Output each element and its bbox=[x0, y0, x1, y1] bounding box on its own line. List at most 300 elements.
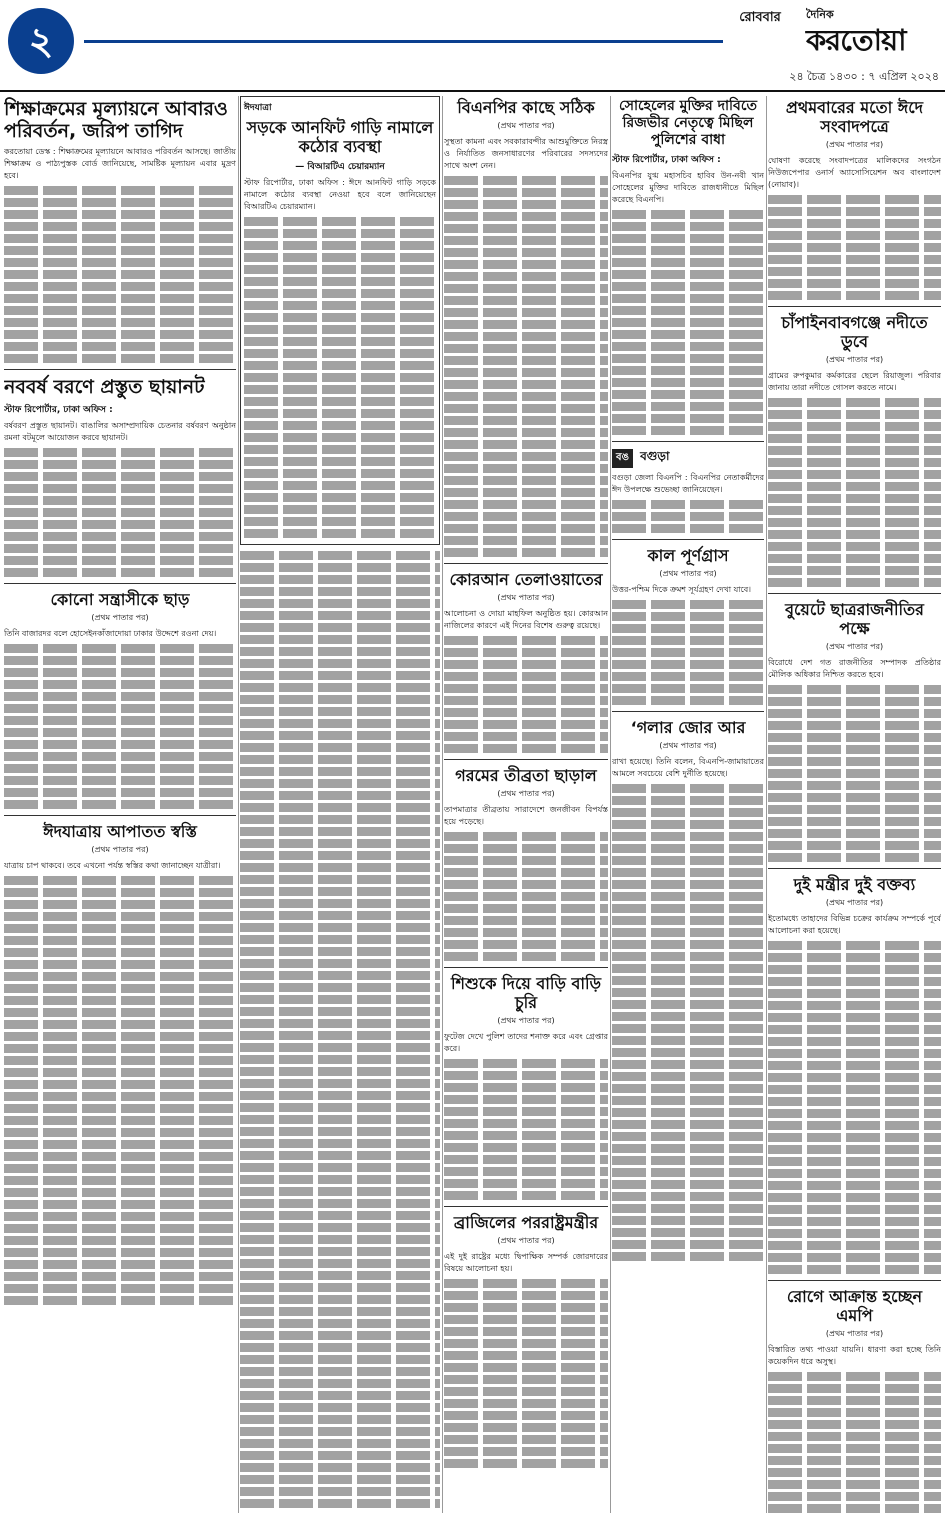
headline: গরমের তীব্রতা ছাড়াল bbox=[455, 766, 597, 785]
text-line bbox=[240, 1067, 440, 1076]
section-label: বগুড়া bbox=[640, 449, 670, 463]
text-line bbox=[4, 716, 236, 725]
text-line bbox=[612, 784, 764, 793]
text-line bbox=[612, 222, 764, 231]
text-line bbox=[244, 361, 436, 370]
text-line bbox=[768, 1396, 941, 1405]
text-line bbox=[768, 989, 941, 998]
text-line bbox=[444, 916, 608, 925]
text-line bbox=[240, 851, 440, 860]
text-line bbox=[768, 1109, 941, 1118]
column-divider bbox=[442, 96, 443, 1513]
text-line bbox=[4, 680, 236, 689]
text-line bbox=[244, 493, 436, 502]
text-line bbox=[4, 1092, 236, 1101]
text-line bbox=[612, 402, 764, 411]
text-line bbox=[244, 457, 436, 466]
headline: ঈদযাত্রায় আপাতত স্বস্তি bbox=[43, 822, 197, 841]
text-line bbox=[240, 1475, 440, 1484]
text-line bbox=[444, 720, 608, 729]
text-line bbox=[4, 1176, 236, 1185]
text-line bbox=[768, 685, 941, 694]
story-lead: গ্রামের রুপকুমার কর্মকারের ছেলে রিয়াজুল। পরিবার জানায় তারা নদীতে গোসল করতে নামে। bbox=[768, 371, 941, 392]
text-line bbox=[240, 1019, 440, 1028]
text-line bbox=[240, 1391, 440, 1400]
text-line bbox=[444, 1327, 608, 1336]
text-line bbox=[240, 719, 440, 728]
text-line bbox=[240, 1127, 440, 1136]
story-lead: বগুড়া জেলা বিএনপি : বিএনপির নেতাকর্মীদের ঈদ উপলক্ষে শুভেচ্ছা জানিয়েছেন। bbox=[612, 473, 764, 494]
text-line bbox=[768, 231, 941, 240]
text-line bbox=[444, 1095, 608, 1104]
text-line bbox=[612, 624, 764, 633]
text-line bbox=[612, 916, 764, 925]
text-line bbox=[444, 500, 608, 509]
text-line bbox=[444, 476, 608, 485]
story-lead: বিএনপির যুগ্ম মহাসচিব হাবিব উন-নবী খান সোহেলের মুক্তির দাবিতে রাজধানীতে মিছিল করেছে বিএনপি। bbox=[612, 171, 764, 204]
text-line bbox=[768, 530, 941, 539]
text-line bbox=[444, 856, 608, 865]
story-no-terrorist bbox=[4, 590, 236, 809]
text-line bbox=[4, 900, 236, 909]
text-line bbox=[4, 448, 236, 457]
story-eid-journey-relief bbox=[4, 822, 236, 1305]
text-line bbox=[4, 1260, 236, 1269]
text-line bbox=[444, 696, 608, 705]
text-line bbox=[240, 1403, 440, 1412]
text-line bbox=[444, 1119, 608, 1128]
text-line bbox=[244, 517, 436, 526]
text-line bbox=[768, 709, 941, 718]
text-line bbox=[244, 277, 436, 286]
text-line bbox=[612, 820, 764, 829]
text-line bbox=[612, 294, 764, 303]
text-line bbox=[244, 529, 436, 538]
text-line bbox=[444, 392, 608, 401]
text-line bbox=[768, 817, 941, 826]
headline: সড়কে আনফিট গাড়ি নামালে কঠোর ব্যবস্থা bbox=[246, 118, 434, 156]
text-line bbox=[4, 984, 236, 993]
continued-label: (প্রথম পাতার পর) bbox=[659, 569, 717, 578]
text-line bbox=[444, 200, 608, 209]
headline: বুয়েটে ছাত্ররাজনীতির পক্ষে bbox=[785, 600, 924, 638]
text-line bbox=[768, 1420, 941, 1429]
text-line bbox=[768, 255, 941, 264]
text-line bbox=[768, 1025, 941, 1034]
text-line bbox=[4, 306, 236, 315]
text-line bbox=[444, 464, 608, 473]
text-line bbox=[612, 832, 764, 841]
headline: প্রথমবারের মতো ঈদে সংবাদপত্রে bbox=[785, 98, 924, 136]
story-lead: তিনি বাজারদর বলে হোসেইনকাঁজাদোয়া ঢাকার উদ্দেশে রওনা দেয়। bbox=[4, 629, 217, 638]
text-line bbox=[612, 318, 764, 327]
text-line bbox=[444, 1315, 608, 1324]
text-line bbox=[612, 648, 764, 657]
text-line bbox=[4, 924, 236, 933]
text-line bbox=[612, 414, 764, 423]
text-line bbox=[4, 1236, 236, 1245]
text-line bbox=[612, 258, 764, 267]
continued-label: (প্রথম পাতার পর) bbox=[91, 845, 149, 854]
text-line bbox=[240, 1379, 440, 1388]
text-line bbox=[244, 325, 436, 334]
text-line bbox=[240, 1187, 440, 1196]
text-line bbox=[444, 308, 608, 317]
text-line bbox=[240, 1415, 440, 1424]
text-line bbox=[444, 188, 608, 197]
text-line bbox=[612, 928, 764, 937]
text-line bbox=[444, 1167, 608, 1176]
story-lead: ফুটেজ দেখে পুলিশ তাদের শনাক্ত করে এবং গ্রেপ্তার করে। bbox=[444, 1032, 608, 1053]
text-line bbox=[768, 1205, 941, 1214]
section-bogra bbox=[612, 448, 764, 468]
text-line bbox=[612, 390, 764, 399]
text-line bbox=[244, 253, 436, 262]
text-line bbox=[240, 671, 440, 680]
text-line bbox=[444, 1375, 608, 1384]
text-line bbox=[244, 241, 436, 250]
story-lead: আলোচনা ও দোয়া মাহফিল অনুষ্ঠিত হয়। কোরআন নাজিলের কারণে এই দিনের বিশেষ গুরুত্ব রয়েছে। bbox=[444, 609, 608, 630]
headline: দুই মন্ত্রীর দুই বক্তব্য bbox=[793, 875, 916, 894]
text-line bbox=[240, 1115, 440, 1124]
text-line bbox=[444, 356, 608, 365]
text-line bbox=[612, 1072, 764, 1081]
text-line bbox=[612, 330, 764, 339]
text-line bbox=[4, 318, 236, 327]
text-line bbox=[444, 548, 608, 557]
text-line bbox=[4, 1008, 236, 1017]
text-line bbox=[612, 524, 764, 533]
text-line bbox=[444, 672, 608, 681]
text-line bbox=[4, 936, 236, 945]
text-line bbox=[768, 1217, 941, 1226]
text-line bbox=[444, 320, 608, 329]
text-line bbox=[4, 460, 236, 469]
text-line bbox=[444, 904, 608, 913]
text-line bbox=[444, 1155, 608, 1164]
text-line bbox=[240, 911, 440, 920]
text-line bbox=[768, 1504, 941, 1513]
story-lead: বর্ষবরণ প্রস্তুত ছায়ানট। বাঙালির অসাম্প্রদায়িক চেতনার বর্ষবরণ অনুষ্ঠান রমনা বটমূলে আয়োজন করবে ছায়ানট। bbox=[4, 421, 236, 442]
continued-label: (প্রথম পাতার পর) bbox=[497, 121, 555, 130]
headline: কোরআন তেলাওয়াতের bbox=[449, 570, 603, 589]
story-bnp bbox=[444, 98, 608, 557]
story-unfit-vehicles bbox=[240, 96, 440, 545]
headline: ‘গলার জোর আর bbox=[630, 718, 746, 737]
text-line bbox=[4, 788, 236, 797]
column-4 bbox=[612, 96, 764, 1513]
text-line bbox=[768, 566, 941, 575]
text-line bbox=[240, 791, 440, 800]
story-lead: ইতোমধ্যে তাহাদের বিভিন্ন চক্রের কার্যক্রম সম্পর্কে পূর্বে আলোচনা করা হয়েছে। bbox=[768, 914, 941, 935]
text-line bbox=[240, 899, 440, 908]
story-newspaper-eid bbox=[768, 98, 941, 300]
text-line bbox=[768, 1241, 941, 1250]
text-line bbox=[768, 470, 941, 479]
story-curriculum bbox=[4, 98, 236, 363]
text-line bbox=[4, 258, 236, 267]
text-line bbox=[768, 697, 941, 706]
text-line bbox=[768, 1253, 941, 1262]
text-line bbox=[768, 769, 941, 778]
text-line bbox=[240, 1343, 440, 1352]
text-line bbox=[444, 868, 608, 877]
text-line bbox=[4, 186, 236, 195]
text-line bbox=[4, 1032, 236, 1041]
text-line bbox=[612, 270, 764, 279]
column-divider bbox=[766, 96, 767, 1513]
text-line bbox=[444, 296, 608, 305]
text-line bbox=[4, 1128, 236, 1137]
text-line bbox=[4, 294, 236, 303]
text-line bbox=[240, 923, 440, 932]
text-line bbox=[240, 1487, 440, 1496]
text-line bbox=[240, 803, 440, 812]
text-line bbox=[768, 1133, 941, 1142]
text-line bbox=[240, 695, 440, 704]
text-line bbox=[240, 1175, 440, 1184]
text-line bbox=[4, 764, 236, 773]
column-divider bbox=[238, 96, 239, 1513]
text-line bbox=[444, 248, 608, 257]
text-line bbox=[4, 1248, 236, 1257]
text-line bbox=[444, 440, 608, 449]
story-drowning bbox=[768, 313, 941, 587]
text-line bbox=[768, 1408, 941, 1417]
text-line bbox=[4, 556, 236, 565]
text-line bbox=[768, 1468, 941, 1477]
text-line bbox=[240, 1271, 440, 1280]
text-line bbox=[4, 282, 236, 291]
text-line bbox=[612, 1120, 764, 1129]
text-line bbox=[612, 892, 764, 901]
text-line bbox=[612, 1240, 764, 1249]
text-line bbox=[612, 856, 764, 865]
text-line bbox=[240, 587, 440, 596]
text-line bbox=[612, 1096, 764, 1105]
text-line bbox=[240, 1103, 440, 1112]
story-lead: যাত্রায় চাপ থাকবে। তবে এখনো পর্যন্ত স্বস্তির কথা জানাচ্ছেন যাত্রীরা। bbox=[4, 861, 221, 870]
page-number: ২ bbox=[28, 18, 54, 63]
text-line bbox=[4, 740, 236, 749]
text-line bbox=[244, 433, 436, 442]
column-1 bbox=[4, 96, 236, 1513]
text-line bbox=[4, 354, 236, 363]
text-line bbox=[444, 1059, 608, 1068]
text-line bbox=[4, 270, 236, 279]
continued-label: (প্রথম পাতার পর) bbox=[825, 1329, 884, 1338]
text-line bbox=[768, 781, 941, 790]
text-line bbox=[240, 1307, 440, 1316]
text-line bbox=[240, 659, 440, 668]
text-line bbox=[4, 1020, 236, 1029]
byline: স্টাফ রিপোর্টার, ঢাকা অফিস : bbox=[4, 405, 113, 415]
headline: ব্রাজিলের পররাষ্ট্রমন্ত্রীর bbox=[453, 1213, 599, 1232]
text-line bbox=[612, 1156, 764, 1165]
text-line bbox=[240, 755, 440, 764]
dateline: ২৪ চৈত্র ১৪৩০ : ৭ এপ্রিল ২০২৪ bbox=[789, 70, 939, 83]
text-line bbox=[768, 542, 941, 551]
text-line bbox=[612, 210, 764, 219]
text-line bbox=[240, 1259, 440, 1268]
story-eclipse bbox=[612, 546, 764, 705]
headline: সোহেলের মুক্তির দাবিতে রিজভীর নেতৃত্বে মিছিল পুলিশের বাধা bbox=[619, 98, 757, 148]
text-line bbox=[444, 536, 608, 545]
text-line bbox=[444, 260, 608, 269]
text-line bbox=[240, 707, 440, 716]
text-line bbox=[4, 704, 236, 713]
text-line bbox=[444, 1131, 608, 1140]
continued-label: (প্রথম পাতার পর) bbox=[497, 789, 555, 798]
story-lead: বিরোধে দেশ গত রাজনীতির সম্পাদক প্রতিষ্ঠার মৌলিক অধিকার নিশ্চিত করতে হবে। bbox=[768, 658, 941, 679]
text-line bbox=[240, 647, 440, 656]
text-line bbox=[4, 234, 236, 243]
text-line bbox=[444, 212, 608, 221]
text-line bbox=[244, 349, 436, 358]
text-line bbox=[612, 1168, 764, 1177]
text-line bbox=[244, 505, 436, 514]
newspaper-logo bbox=[800, 0, 945, 64]
text-line bbox=[240, 995, 440, 1004]
text-line bbox=[768, 458, 941, 467]
text-line bbox=[4, 888, 236, 897]
text-line bbox=[612, 306, 764, 315]
text-line bbox=[612, 1216, 764, 1225]
text-line bbox=[4, 1116, 236, 1125]
logo-name: করতোয়া bbox=[806, 23, 906, 57]
column-5 bbox=[768, 96, 941, 1513]
text-line bbox=[612, 512, 764, 521]
text-line bbox=[612, 1024, 764, 1033]
text-line bbox=[612, 1132, 764, 1141]
text-line bbox=[240, 1439, 440, 1448]
text-line bbox=[612, 1036, 764, 1045]
text-line bbox=[768, 1480, 941, 1489]
text-line bbox=[244, 337, 436, 346]
text-line bbox=[4, 948, 236, 957]
story-mp-illness bbox=[768, 1287, 941, 1513]
text-line bbox=[612, 1012, 764, 1021]
text-line bbox=[444, 1351, 608, 1360]
text-line bbox=[4, 1284, 236, 1293]
text-line bbox=[240, 1091, 440, 1100]
continued-label: (প্রথম পাতার পর) bbox=[91, 613, 149, 622]
text-line bbox=[4, 692, 236, 701]
headline: চাঁপাইনবাবগঞ্জে নদীতে ডুবে bbox=[781, 313, 928, 351]
text-line bbox=[444, 648, 608, 657]
text-line bbox=[240, 1151, 440, 1160]
text-line bbox=[768, 1265, 941, 1274]
text-line bbox=[240, 1331, 440, 1340]
text-line bbox=[240, 863, 440, 872]
column-divider bbox=[610, 96, 611, 1513]
story-child-theft bbox=[444, 974, 608, 1200]
column-3 bbox=[444, 96, 608, 1513]
text-line bbox=[612, 1048, 764, 1057]
text-line bbox=[444, 512, 608, 521]
text-line bbox=[612, 378, 764, 387]
text-line bbox=[612, 600, 764, 609]
text-line bbox=[768, 410, 941, 419]
text-line bbox=[444, 660, 608, 669]
kicker: ঈদযাত্রা bbox=[244, 103, 272, 113]
text-line bbox=[612, 964, 764, 973]
text-line bbox=[240, 1283, 440, 1292]
story-lead: ঘোষণা করেছে সংবাদপত্রের মালিকদের সংগঠন নিউজপেপার ওনার্স অ্যাসোসিয়েশন অব বাংলাদেশ (নোয়াব)। bbox=[768, 156, 941, 189]
text-line bbox=[4, 1272, 236, 1281]
story-lead: বিস্তারিত তথ্য পাওয়া যায়নি। ধারণা করা হচ্ছে তিনি কয়েকদিন ধরে অসুস্থ। bbox=[768, 1345, 941, 1366]
text-line bbox=[768, 1372, 941, 1381]
text-line bbox=[768, 434, 941, 443]
text-line bbox=[240, 1211, 440, 1220]
text-line bbox=[444, 524, 608, 533]
text-line bbox=[4, 1212, 236, 1221]
text-line bbox=[444, 428, 608, 437]
text-line bbox=[240, 767, 440, 776]
text-line bbox=[4, 544, 236, 553]
text-line bbox=[612, 868, 764, 877]
text-line bbox=[4, 568, 236, 577]
text-line bbox=[612, 844, 764, 853]
text-line bbox=[444, 284, 608, 293]
text-line bbox=[444, 1083, 608, 1092]
text-line bbox=[244, 229, 436, 238]
text-line bbox=[768, 757, 941, 766]
text-line bbox=[768, 853, 941, 862]
text-line bbox=[444, 832, 608, 841]
text-line bbox=[768, 941, 941, 950]
text-line bbox=[4, 996, 236, 1005]
text-line bbox=[444, 1143, 608, 1152]
text-line bbox=[4, 330, 236, 339]
text-line bbox=[244, 373, 436, 382]
continued-label: (প্রথম পাতার পর) bbox=[659, 741, 717, 750]
text-line bbox=[612, 246, 764, 255]
text-line bbox=[444, 892, 608, 901]
text-line bbox=[612, 952, 764, 961]
text-line bbox=[244, 481, 436, 490]
text-line bbox=[4, 1068, 236, 1077]
text-line bbox=[768, 267, 941, 276]
text-line bbox=[444, 744, 608, 753]
text-line bbox=[612, 282, 764, 291]
text-line bbox=[444, 1411, 608, 1420]
story-loud-voice bbox=[612, 718, 764, 1261]
text-line bbox=[612, 1060, 764, 1069]
text-line bbox=[4, 1188, 236, 1197]
byline: — বিআরটিএ চেয়ারম্যান bbox=[295, 162, 385, 172]
story-lead: এই দুই রাষ্ট্রের মধ্যে দ্বিপাক্ষিক সম্পর্ক জোরদারের বিষয়ে আলোচনা হয়। bbox=[444, 1252, 608, 1273]
text-line bbox=[240, 743, 440, 752]
text-line bbox=[4, 1296, 236, 1305]
text-line bbox=[612, 660, 764, 669]
text-line bbox=[768, 841, 941, 850]
masthead-rule bbox=[84, 40, 723, 43]
text-line bbox=[444, 844, 608, 853]
text-line bbox=[4, 1152, 236, 1161]
text-line bbox=[240, 575, 440, 584]
text-line bbox=[444, 416, 608, 425]
text-line bbox=[444, 1363, 608, 1372]
text-line bbox=[4, 342, 236, 351]
text-line bbox=[768, 279, 941, 288]
story-lead: রাখা হয়েছে। তিনি বলেন, বিএনপি-জামায়াতের আমলে সবচেয়ে বেশি দুর্নীতি হয়েছে। bbox=[612, 757, 764, 778]
text-line bbox=[4, 520, 236, 529]
text-line bbox=[4, 800, 236, 809]
text-line bbox=[768, 793, 941, 802]
text-line bbox=[768, 1001, 941, 1010]
text-line bbox=[444, 344, 608, 353]
